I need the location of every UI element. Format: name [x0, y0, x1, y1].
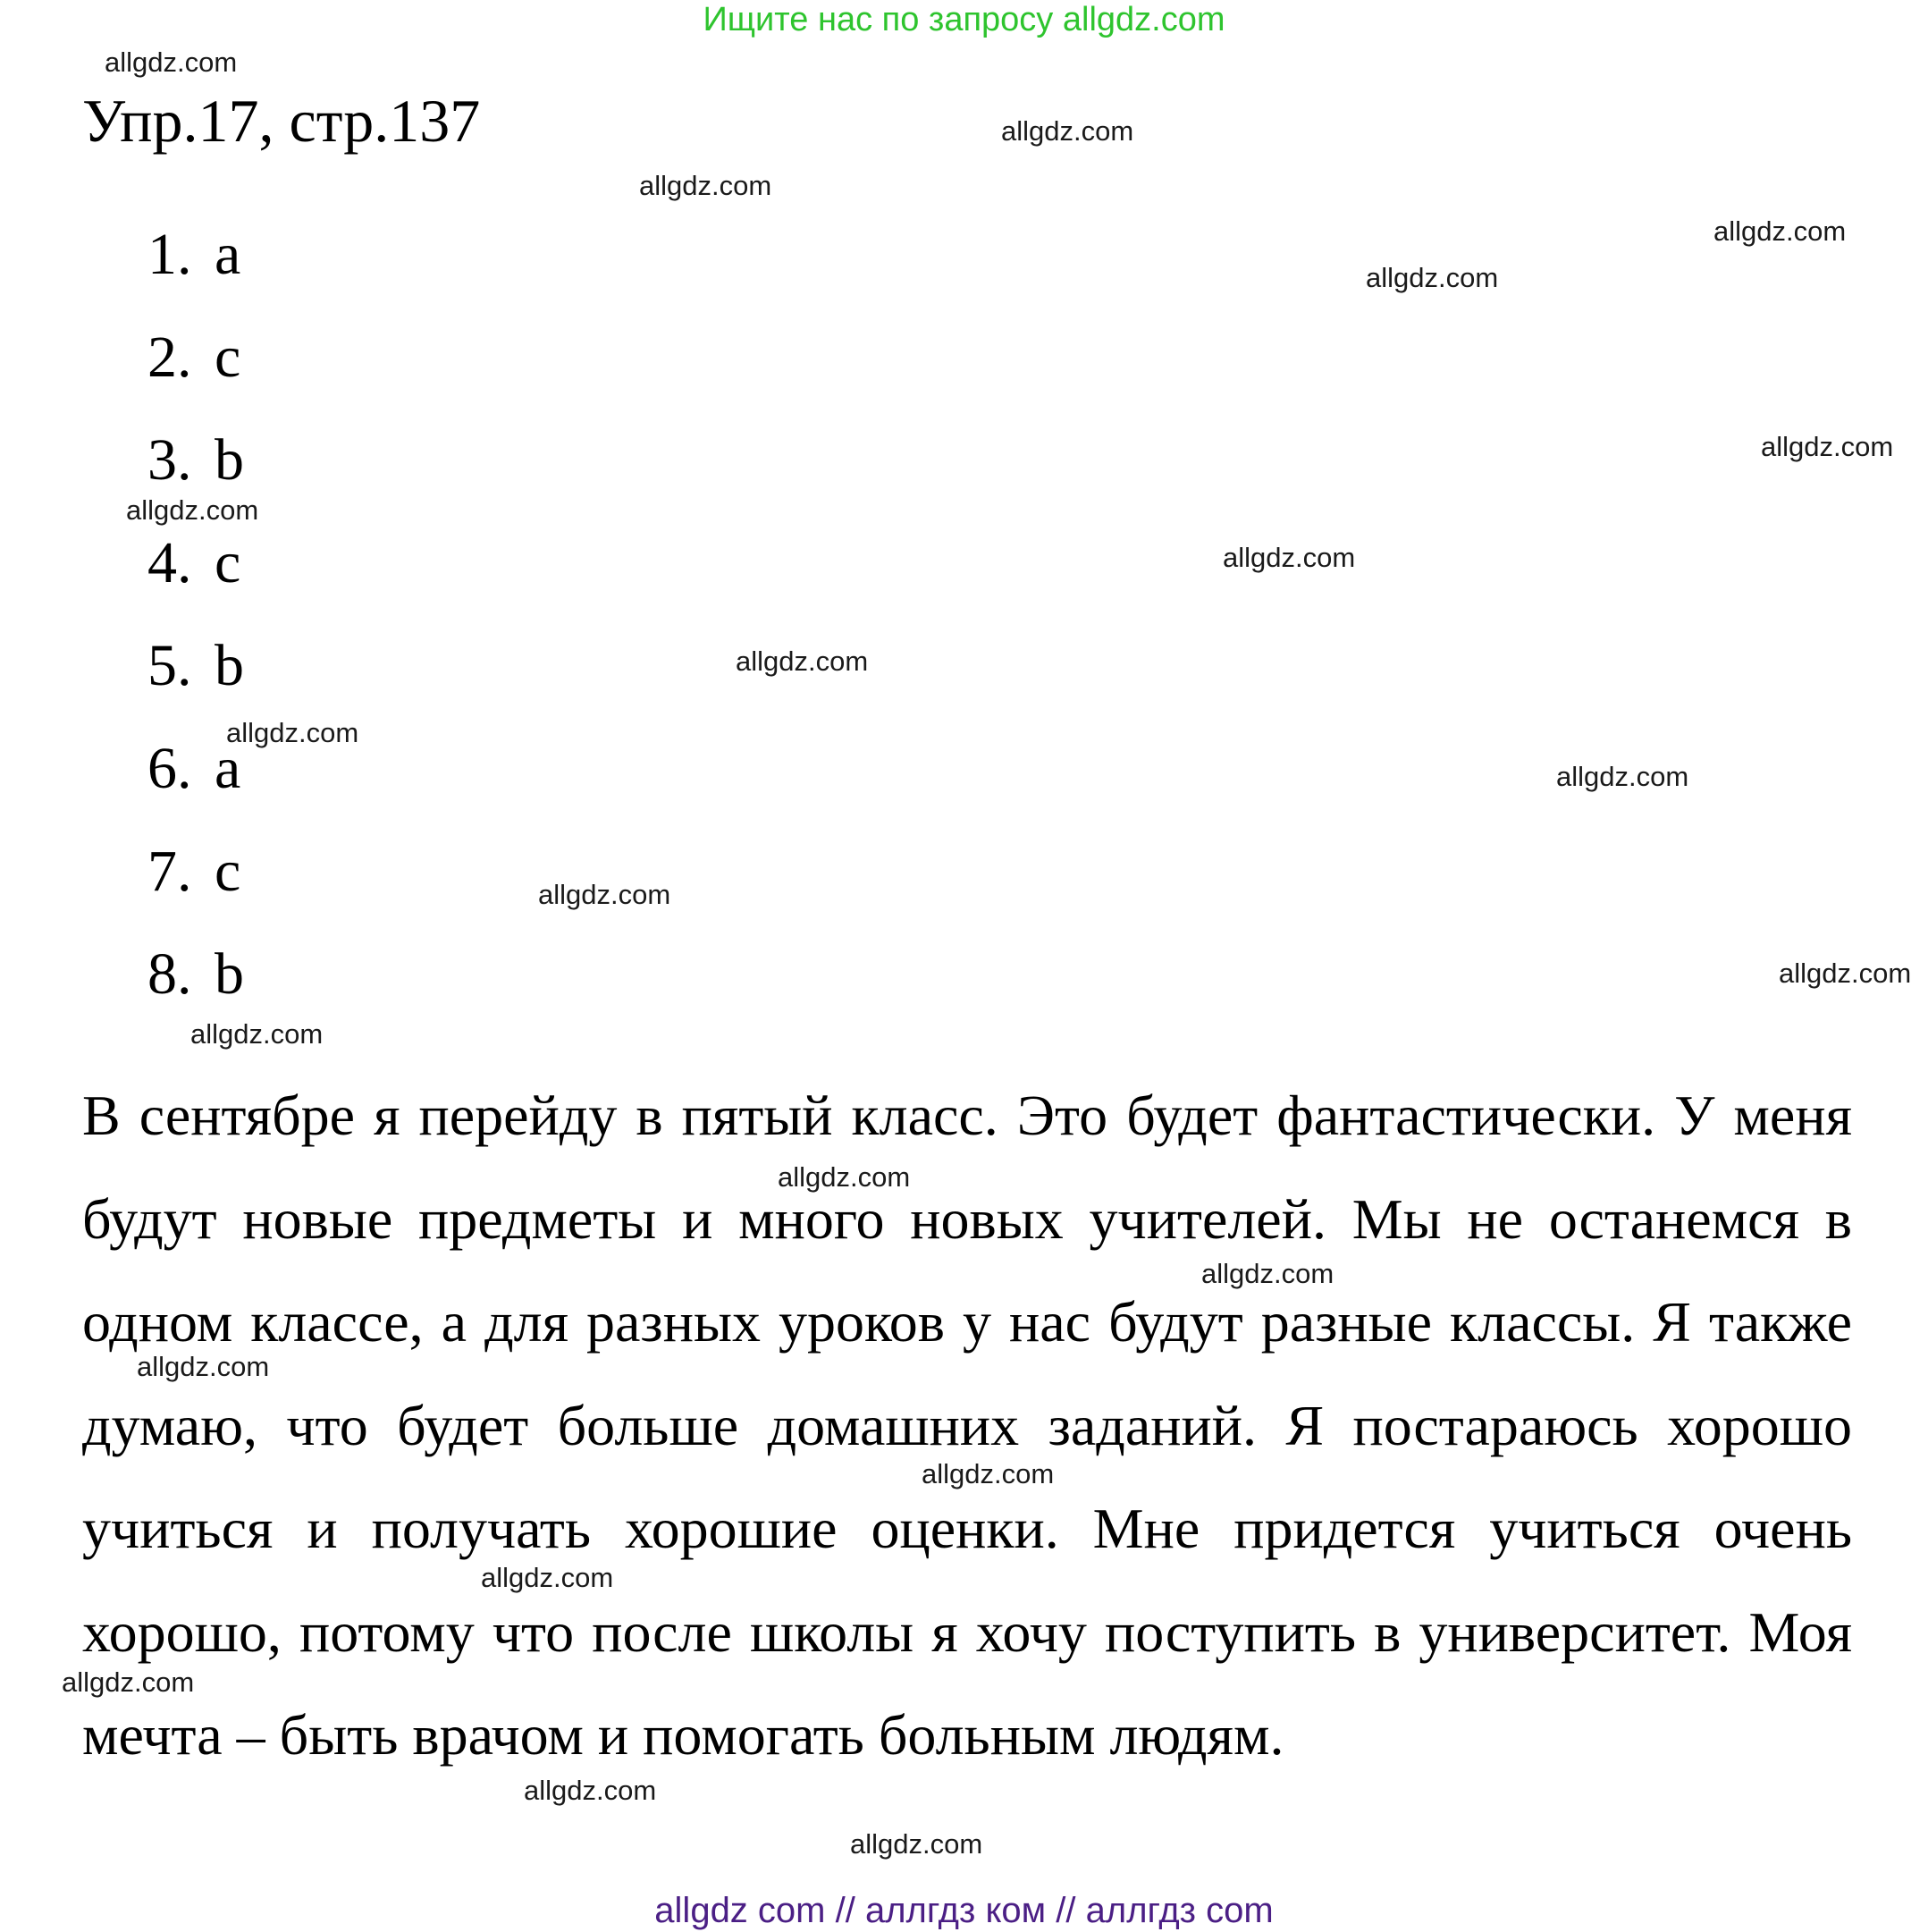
answer-letter: c	[215, 530, 241, 595]
answer-number: 7.	[147, 839, 192, 904]
answer-letter: b	[215, 941, 244, 1007]
watermark: allgdz.com	[190, 1018, 324, 1050]
watermark: allgdz.com	[736, 645, 869, 677]
answer-item	[147, 322, 244, 425]
answer-number: 8.	[147, 941, 192, 1007]
answer-number: 4.	[147, 530, 192, 595]
answer-number: 5.	[147, 633, 192, 698]
answer-item	[147, 219, 244, 322]
watermark: allgdz.com	[1761, 431, 1894, 462]
answer-number: 1.	[147, 222, 192, 287]
answer-number: 3.	[147, 427, 192, 493]
answer-letter: c	[215, 325, 241, 390]
watermark: allgdz.com	[639, 170, 772, 201]
top-banner: Ищите нас по запросу allgdz.com	[703, 1, 1225, 38]
watermark: allgdz.com	[1713, 215, 1847, 247]
watermark: allgdz.com	[850, 1828, 983, 1860]
answer-letter: c	[215, 839, 241, 904]
watermark: allgdz.com	[1779, 958, 1912, 989]
watermark: allgdz.com	[1001, 115, 1134, 147]
watermark: allgdz.com	[226, 717, 359, 748]
watermark: allgdz.com	[1366, 262, 1499, 293]
answer-number: 6.	[147, 736, 192, 801]
watermark: allgdz.com	[126, 494, 259, 526]
answer-list	[147, 219, 244, 1042]
answer-item	[147, 836, 244, 939]
watermark: allgdz.com	[1201, 1258, 1334, 1289]
watermark: allgdz.com	[62, 1666, 195, 1698]
watermark: allgdz.com	[105, 46, 238, 78]
watermark: allgdz.com	[1223, 542, 1356, 573]
answer-item	[147, 527, 244, 630]
watermark: allgdz.com	[922, 1458, 1055, 1489]
answer-number: 2.	[147, 325, 192, 390]
answer-letter: b	[215, 427, 244, 493]
exercise-title: Упр.17, стр.137	[82, 87, 481, 155]
answer-letter: b	[215, 633, 244, 698]
watermark: allgdz.com	[524, 1775, 657, 1806]
answer-letter: a	[215, 222, 241, 287]
essay-paragraph: В сентябре я перейду в пятый класс. Это будет фантастически. У меня будут новые предметы и много новых учителей. Мы не останемся в одном классе, а для разных уроков у нас будут разные классы. Я также думаю, что будет больше домашних заданий. Я постараюсь хорошо учиться и получать хорошие оценки. Мне придется учиться очень хорошо, потому что после школы я хочу поступить в университет. Моя мечта – быть врачом и помогать больным людям.	[82, 1084, 1852, 1767]
watermark: allgdz.com	[1556, 761, 1689, 792]
footer-watermark: allgdz com // аллгдз ком // аллгдз com	[654, 1891, 1274, 1930]
watermark: allgdz.com	[538, 879, 671, 910]
watermark: allgdz.com	[778, 1161, 911, 1193]
watermark: allgdz.com	[137, 1351, 270, 1382]
watermark: allgdz.com	[481, 1562, 614, 1593]
answer-letter: a	[215, 736, 241, 801]
